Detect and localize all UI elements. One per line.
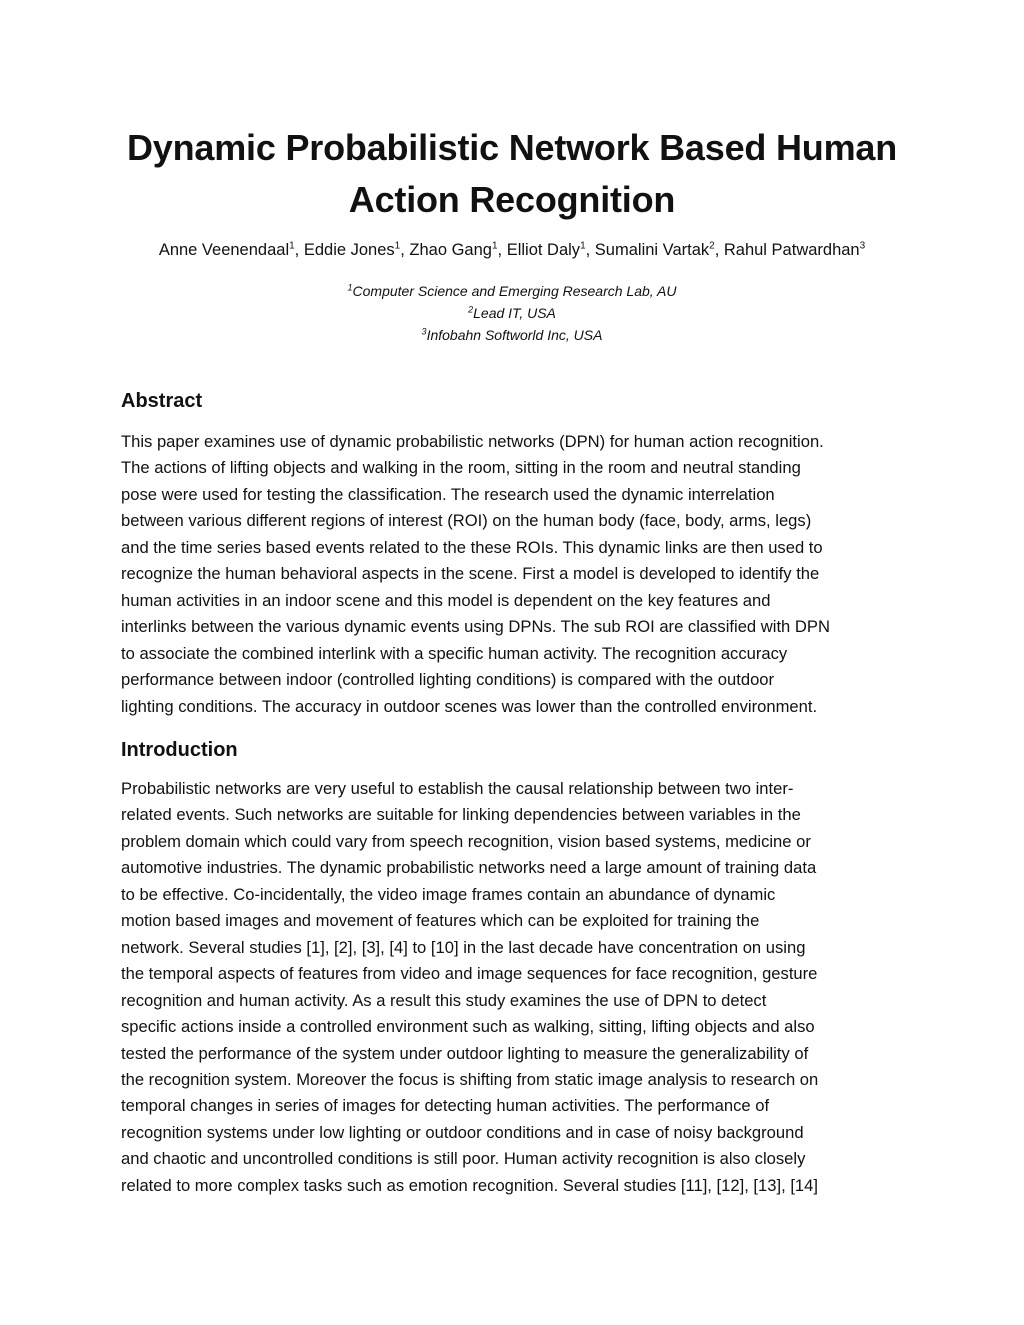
introduction-body xyxy=(121,776,911,1199)
text-line: recognize the human behavioral aspects in the scene. First a model is developed to identify the xyxy=(121,564,820,584)
affiliation xyxy=(100,280,924,302)
text-line: Probabilistic networks are very useful to establish the causal relationship between two inter- xyxy=(121,779,794,798)
text-line: problem domain which could vary from speech recognition, vision based systems, medicine or xyxy=(121,831,811,851)
affiliation-number: 3 xyxy=(421,326,427,337)
text-line: human activities in an indoor scene and this model is dependent on the key features and xyxy=(121,590,771,610)
author-name: Rahul Patwardhan xyxy=(723,241,860,259)
affiliation xyxy=(100,324,924,346)
text-line: and the time series based events related to the these ROIs. This dynamic links are then used to xyxy=(121,537,823,557)
affiliation-text: Lead IT, USA xyxy=(473,305,556,321)
text-line: automotive industries. The dynamic probabilistic networks need a large amount of training data xyxy=(121,858,817,878)
author-name: Eddie Jones xyxy=(303,241,395,259)
author-affiliation-mark: 1 xyxy=(394,240,401,252)
author-name: Anne Veenendaal xyxy=(158,241,290,259)
author-name: Zhao Gang xyxy=(409,241,492,259)
text-line: pose were used for testing the classification. The research used the dynamic interrelation xyxy=(121,484,775,504)
text-line: network. Several studies [1], [2], [3], [4] to [10] in the last decade have concentration on using xyxy=(121,937,806,957)
affiliation-text: Computer Science and Emerging Research Lab, AU xyxy=(352,283,677,299)
affiliation-list xyxy=(100,280,924,346)
text-line: to associate the combined interlink with a specific human activity. The recognition accuracy xyxy=(121,643,788,663)
affiliation-text: Infobahn Softworld Inc, USA xyxy=(426,327,603,343)
text-line: specific actions inside a controlled environment such as walking, sitting, lifting objects and also xyxy=(121,1017,815,1037)
affiliation-number: 2 xyxy=(468,304,474,315)
author-affiliation-mark: 2 xyxy=(709,240,715,252)
affiliation xyxy=(100,302,924,324)
text-line: the recognition system. Moreover the focus is shifting from static image analysis to research on xyxy=(121,1069,819,1089)
text-line: between various different regions of interest (ROI) on the human body (face, body, arms, legs) xyxy=(121,511,812,531)
paper-title xyxy=(100,122,924,226)
text-line: tested the performance of the system under outdoor lighting to measure the generalizability of xyxy=(121,1043,809,1063)
author-list: Anne Veenendaal$^1$, Eddie Jones$^1$, Zhao Gang$^1$, Elliot Daly$^1$, Sumalini Vartak$^2$, Rahul Patwardhan$^3$ xyxy=(158,240,866,259)
text-line: related to more complex tasks such as emotion recognition. Several studies [11], [12], [13], [14] xyxy=(121,1175,818,1195)
title-line: Action Recognition xyxy=(348,179,676,220)
text-line: This paper examines use of dynamic probabilistic networks (DPN) for human action recognition. xyxy=(121,432,824,451)
text-line: recognition and human activity. As a result this study examines the use of DPN to detect xyxy=(121,990,767,1010)
abstract-body xyxy=(121,429,911,720)
author-affiliation-mark: 1 xyxy=(289,240,295,252)
text-line: and chaotic and uncontrolled conditions is still poor. Human activity recognition is also closely xyxy=(121,1149,806,1169)
text-line: lighting conditions. The accuracy in outdoor scenes was lower than the controlled environment. xyxy=(121,696,818,716)
text-line: motion based images and movement of features which can be exploited for training the xyxy=(121,911,760,931)
title-line: Dynamic Probabilistic Network Based Human xyxy=(126,127,898,168)
abstract-heading: Abstract xyxy=(121,390,203,412)
text-line: performance between indoor (controlled lighting conditions) is compared with the outdoor xyxy=(121,670,775,690)
text-line: interlinks between the various dynamic events using DPNs. The sub ROI are classified with DPN xyxy=(121,617,830,637)
text-line: related events. Such networks are suitable for linking dependencies between variables in the xyxy=(121,805,801,825)
introduction-heading: Introduction xyxy=(121,739,238,761)
author-name: Sumalini Vartak xyxy=(594,241,710,259)
author-affiliation-mark: 1 xyxy=(491,240,498,252)
affiliation-number: 1 xyxy=(347,282,353,293)
author-affiliation-mark: 3 xyxy=(859,240,866,252)
text-line: The actions of lifting objects and walking in the room, sitting in the room and neutral standing xyxy=(121,458,801,478)
text-line: the temporal aspects of features from video and image sequences for face recognition, gesture xyxy=(121,964,818,984)
author-name: Elliot Daly xyxy=(506,241,581,259)
text-line: to be effective. Co-incidentally, the video image frames contain an abundance of dynamic xyxy=(121,884,776,904)
text-line: temporal changes in series of images for detecting human activities. The performance of xyxy=(121,1096,770,1116)
author-affiliation-mark: 1 xyxy=(580,240,586,252)
text-line: recognition systems under low lighting or outdoor conditions and in case of noisy background xyxy=(121,1122,804,1142)
